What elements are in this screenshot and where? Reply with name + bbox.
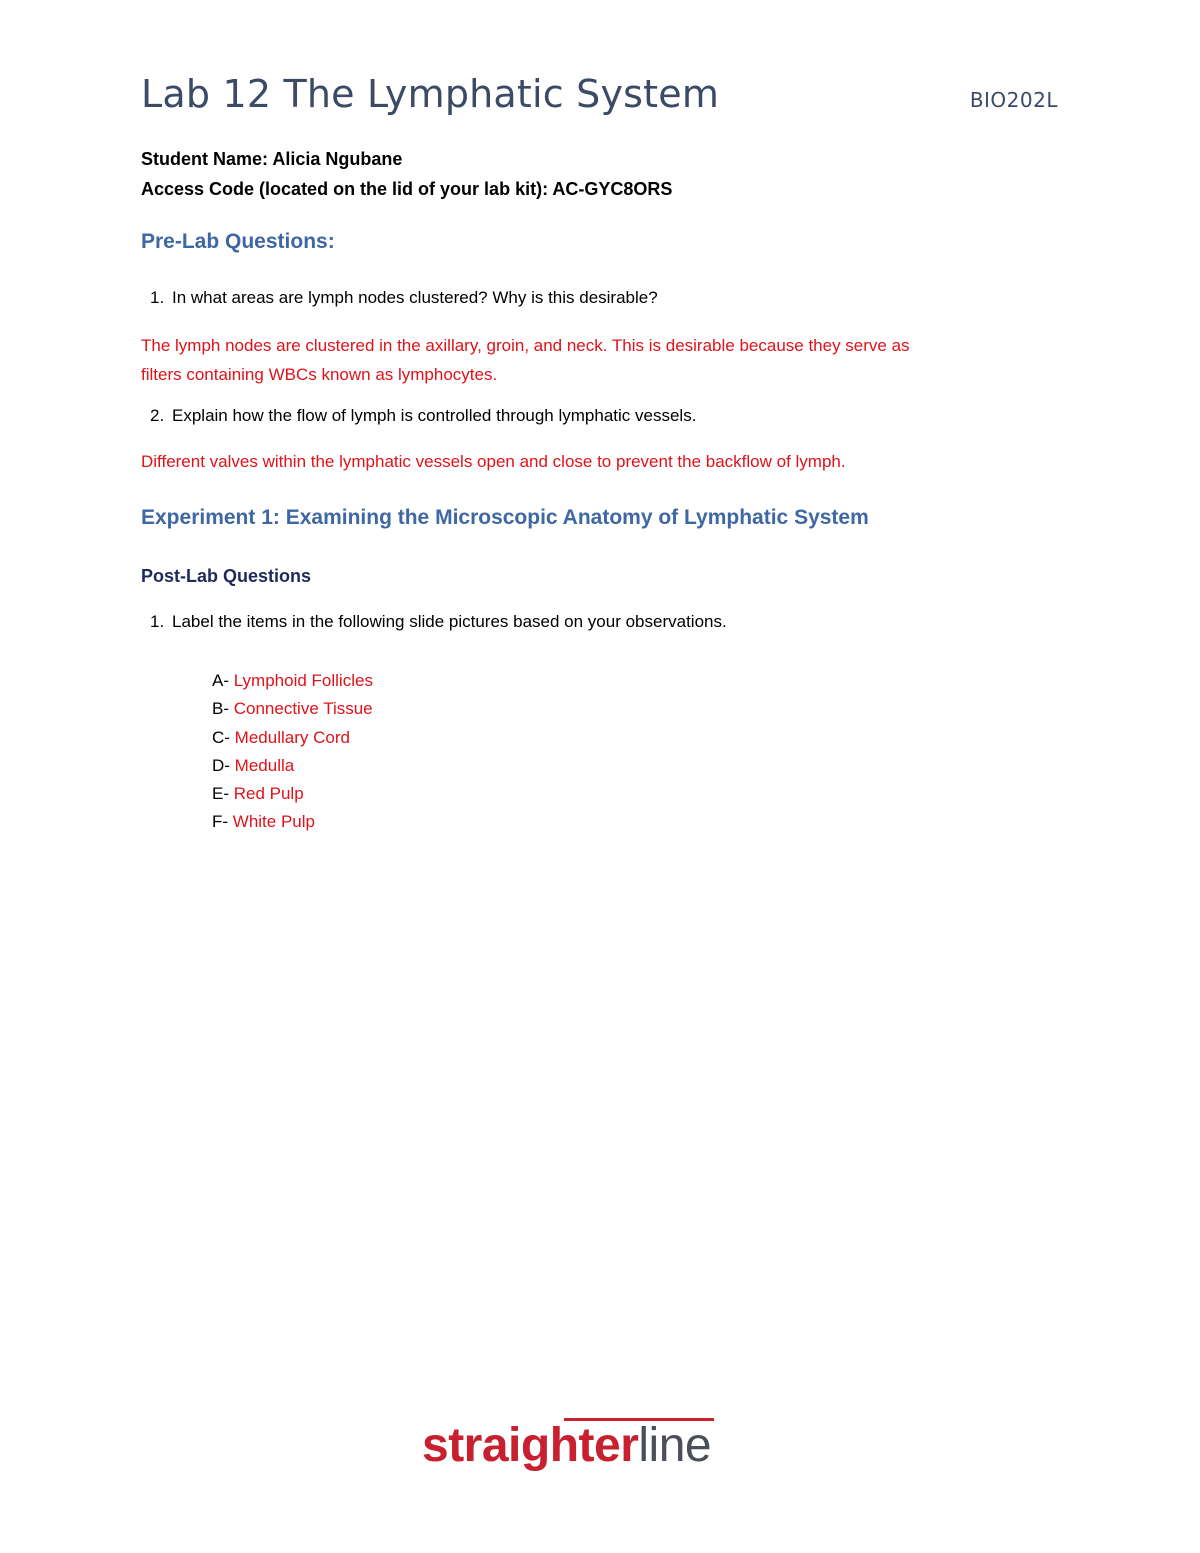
student-name: Student Name: Alicia Ngubane xyxy=(141,149,403,169)
list-item xyxy=(212,780,373,808)
access-code: Access Code (located on the lid of your lab kit): AC-GYC8ORS xyxy=(141,179,673,199)
label-letter: A- xyxy=(212,671,234,690)
question-text: Label the items in the following slide pictures based on your observations. xyxy=(172,612,727,631)
label-letter: E- xyxy=(212,784,234,804)
prelab-question-1 xyxy=(150,288,658,308)
postlab-heading: Post-Lab Questions xyxy=(141,566,312,586)
logo-text-part2: line xyxy=(638,1419,712,1472)
label-value: Connective Tissue xyxy=(233,699,373,719)
label-letter: C- xyxy=(212,727,235,747)
label-value: Medullary Cord xyxy=(234,727,350,747)
logo-text xyxy=(422,1418,711,1473)
label-letter: D- xyxy=(212,755,235,775)
label-value: White Pulp xyxy=(232,812,315,832)
page-title: Lab 12 The Lymphatic System xyxy=(141,72,720,116)
answer-line: filters containing WBCs known as lymphocytes. xyxy=(141,365,498,384)
list-item xyxy=(212,752,373,780)
slide-labels-list xyxy=(212,667,373,837)
prelab-answer-2 xyxy=(141,447,1041,476)
answer-line: The lymph nodes are clustered in the axillary, groin, and neck. This is desirable because they serve as xyxy=(141,336,910,355)
label-letter: F- xyxy=(212,812,233,832)
prelab-answer-1 xyxy=(141,331,1041,389)
label-value: Medulla xyxy=(234,755,295,775)
question-number: 2. xyxy=(150,406,165,425)
prelab-question-2 xyxy=(150,406,696,426)
logo-text-part1: straighter xyxy=(422,1419,639,1472)
question-number: 1. xyxy=(150,612,165,631)
experiment-heading: Experiment 1: Examining the Microscopic Anatomy of Lymphatic System xyxy=(141,506,869,529)
label-value: Red Pulp xyxy=(233,784,304,804)
student-info xyxy=(141,144,672,204)
list-item xyxy=(212,808,373,836)
course-code: BIO202L xyxy=(969,88,1058,112)
answer-line: Different valves within the lymphatic vessels open and close to prevent the backflow of lymph. xyxy=(141,452,846,471)
label-value: Lymphoid Follicles xyxy=(233,671,373,690)
question-text: In what areas are lymph nodes clustered? Why is this desirable? xyxy=(172,288,658,307)
list-item xyxy=(212,667,373,695)
prelab-heading: Pre-Lab Questions: xyxy=(141,230,335,253)
list-item xyxy=(212,724,373,752)
straighterline-logo xyxy=(422,1410,782,1490)
postlab-question-1 xyxy=(150,612,727,632)
question-text: Explain how the flow of lymph is controlled through lymphatic vessels. xyxy=(172,406,697,425)
question-number: 1. xyxy=(150,288,165,307)
label-letter: B- xyxy=(212,699,234,719)
list-item xyxy=(212,695,373,723)
